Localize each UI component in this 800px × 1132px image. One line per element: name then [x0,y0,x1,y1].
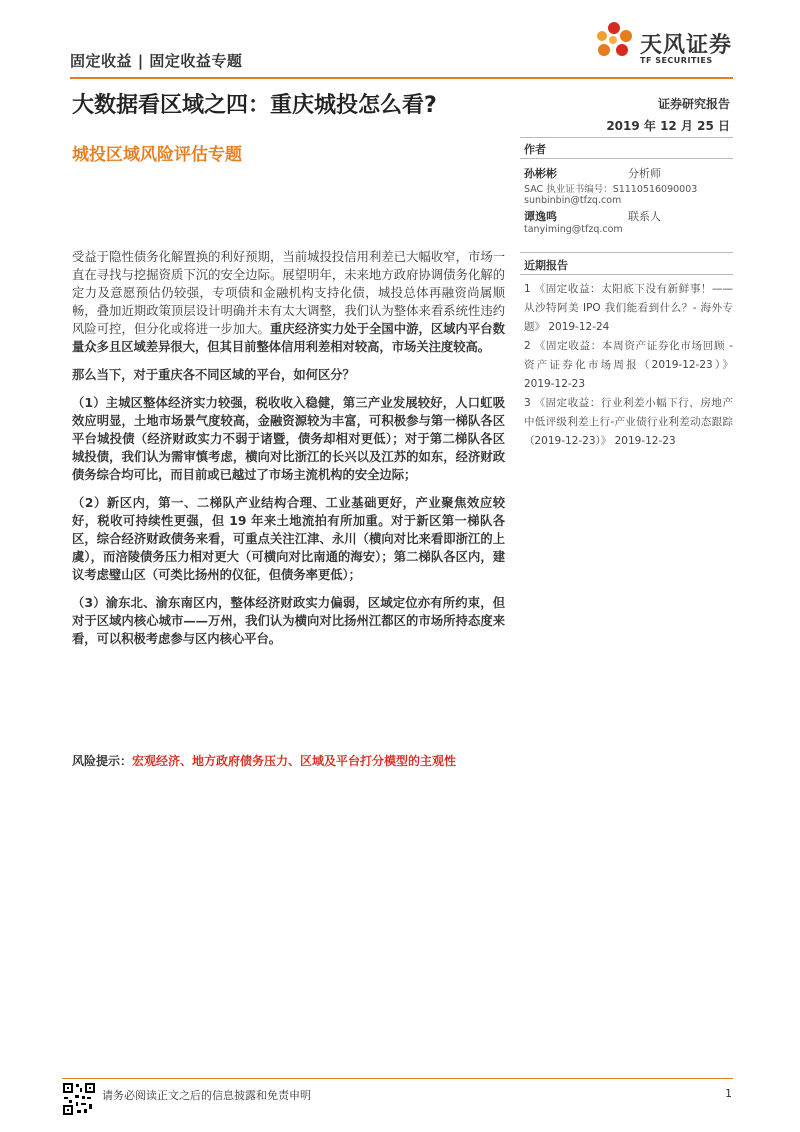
report-summary [72,248,505,658]
report-title: 大数据看区域之四：重庆城投怎么看? [72,93,437,118]
recent-reports-heading: 近期报告 [524,259,568,272]
tf-flower-icon [590,18,640,68]
author-role: 分析师 [628,167,661,180]
summary-paragraph [72,248,505,356]
risk-text: 宏观经济、地方政府债务压力、区域及平台打分模型的主观性 [132,754,457,768]
header-category: 固定收益 | 固定收益专题 [70,52,243,70]
risk-warning [72,752,456,769]
author-name: 孙彬彬 [524,167,557,180]
footer-disclaimer: 请务必阅读正文之后的信息披露和免责申明 [102,1089,311,1102]
footer-rule [62,1078,733,1079]
summary-question: 那么当下，对于重庆各不同区域的平台，如何区分？ [72,368,355,382]
authors-heading: 作者 [524,143,546,156]
recent-report-item[interactable]: 2 《固定收益：本周资产证券化市场回顾 - 资产证券化市场周报（2019-12-23）》 2019-12-23 [524,340,733,390]
sidebar-rule [520,252,733,253]
logo-english-text: TF SECURITIES [640,56,713,65]
author-email-link[interactable]: tanyiming@tfzq.com [524,224,623,235]
author-role: 联系人 [628,210,661,223]
recent-reports-list [524,280,733,451]
summary-point: （3）渝东北、渝东南区内，整体经济财政实力偏弱，区域定位亦有所约束，但对于区域内核心城市——万州，我们认为横向对比扬州江都区的市场所持态度来看，可以积极考虑参与区内核心平台。 [72,596,505,646]
report-type: 证券研究报告 [657,97,730,111]
author-name: 谭逸鸣 [524,210,557,223]
header-rule [70,77,733,79]
report-date: 2019 年 12 月 25 日 [606,119,730,133]
page-number: 1 [725,1087,732,1100]
summary-point: （2）新区内，第一、二梯队产业结构合理、工业基础更好，产业聚焦效应较好，税收可持续性更强，但 19 年来土地流拍有所加重。对于新区第一梯队各区，综合经济财政债务来看，可重点关注江津、永川（横向对比来看即浙江的上虞），而涪陵债务压力相对更大（可横向对比南通的海安）；第二梯队各区内，建议考虑璧山区（可类比扬州的仪征，但债务率更低）； [72,496,505,582]
author-cert: SAC 执业证书编号：S1110516090003 [524,184,698,195]
recent-report-item[interactable]: 3 《固定收益：行业利差小幅下行，房地产中低评级利差上行-产业债行业利差动态跟踪（2019-12-23）》 2019-12-23 [524,397,733,447]
summary-point: （1）主城区整体经济实力较强，税收收入稳健，第三产业发展较好，人口虹吸效应明显，土地市场景气度较高，金融资源较为丰富，可积极参与第一梯队各区平台城投债（经济财政实力不弱于诸暨，债务却相对更低）；对于第二梯队各区城投债，我们认为需审慎考虑，横向对比浙江的长兴以及江苏的如东，经济财政债务综合均可比，而目前或已越过了市场主流机构的安全边际； [72,396,505,482]
sidebar-rule [520,137,733,138]
author-email-link[interactable]: sunbinbin@tfzq.com [524,195,622,206]
sidebar-rule [520,158,733,159]
logo-chinese-text: 天风证券 [640,33,733,58]
summary-text: 受益于隐性债务化解置换的利好预期，当前城投投信用利差已大幅收窄，市场一直在寻找与挖掘资质下沉的安全边际。展望明年，未来地方政府协调债务化解的定力及意愿预估仍较强，专项债和金融机构支持化债，城投总体再融资尚属顺畅，叠加近期政策顶层设计明确并未有太大调整，我们认为整体来看系统性违约风险可控，但分化或将进一步加大。 [72,250,505,336]
recent-report-item[interactable]: 1 《固定收益：太阳底下没有新鲜事！——从沙特阿美 IPO 我们能看到什么？- 海外专题》 2019-12-24 [524,283,733,333]
risk-label: 风险提示： [72,754,133,768]
summary-highlight: 重庆经济实力处于全国中游，区域内平台数量众多且区域差异很大，但其目前整体信用利差相对较高，市场关注度较高。 [72,322,505,354]
qr-code-icon [62,1082,96,1116]
report-subtitle: 城投区域风险评估专题 [72,145,242,165]
sidebar-rule [520,274,733,275]
